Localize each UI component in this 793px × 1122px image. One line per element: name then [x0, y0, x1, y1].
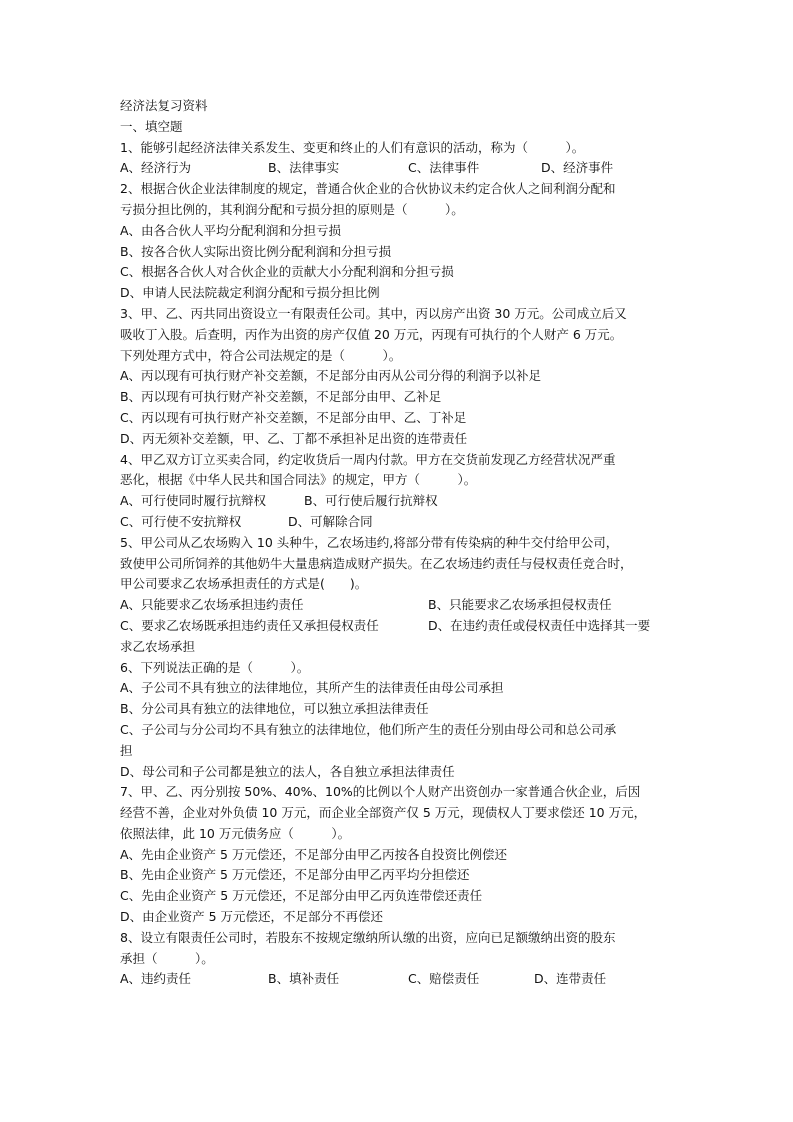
question-8-stem: 8、设立有限责任公司时，若股东不按规定缴纳所认缴的出资，应向已足额缴纳出资的股东: [120, 929, 616, 945]
question-4-options-row: [120, 512, 686, 533]
option-b: B、可行使后履行抗辩权: [304, 493, 438, 509]
option-a: A、只能要求乙农场承担违约责任: [120, 597, 304, 613]
option-b: B、按各合伙人实际出资比例分配利润和分担亏损: [120, 243, 392, 259]
question-5-stem: 致使甲公司所饲养的其他奶牛大量患病造成财产损失。在乙农场违约责任与侵权责任竞合时，: [120, 555, 633, 571]
option-b: B、丙以现有可执行财产补交差额，不足部分由甲、乙补足: [120, 389, 442, 405]
question-5-stem: 5、甲公司从乙农场购入 10 头种牛，乙农场违约,将部分带有传染病的种牛交付给甲公司，: [120, 534, 619, 550]
option-d: D、由企业资产 5 万元偿还，不足部分不再偿还: [120, 909, 384, 925]
question-8-options: [120, 969, 686, 990]
option-b: B、只能要求乙农场承担侵权责任: [428, 597, 612, 613]
document-title: 经济法复习资料: [120, 98, 208, 113]
option-a: A、违约责任: [120, 971, 192, 987]
option-c: C、子公司与分公司均不具有独立的法律地位，他们所产生的责任分别由母公司和总公司承: [120, 721, 617, 737]
option-a: A、经济行为: [120, 160, 192, 176]
option-a: A、先由企业资产 5 万元偿还，不足部分由甲乙丙按各自投资比例偿还: [120, 846, 507, 862]
option-c: C、丙以现有可执行财产补交差额，不足部分由甲、乙、丁补足: [120, 409, 467, 425]
question-5-options-row: [120, 595, 686, 616]
option-c: C、根据各合伙人对合伙企业的贡献大小分配利润和分担亏损: [120, 264, 454, 280]
option-a: A、可行使同时履行抗辩权: [120, 493, 267, 509]
option-d: D、可解除合同: [288, 513, 373, 529]
option-a: A、由各合伙人平均分配利润和分担亏损: [120, 222, 342, 238]
option-d: D、经济事件: [541, 160, 614, 176]
question-7-stem: 经营不善，企业对外负债 10 万元，而企业全部资产仅 5 万元，现债权人丁要求偿还 10 万元，: [120, 805, 647, 821]
option-c-continued: 担: [120, 742, 133, 758]
question-6-stem: 6、下列说法正确的是（ ）。: [120, 659, 310, 675]
option-d: D、母公司和子公司都是独立的法人，各自独立承担法律责任: [120, 763, 455, 779]
option-b: B、分公司具有独立的法律地位，可以独立承担法律责任: [120, 701, 429, 717]
question-1-options: [120, 158, 686, 179]
option-a: A、子公司不具有独立的法律地位，其所产生的法律责任由母公司承担: [120, 680, 504, 696]
question-2-stem: 亏损分担比例的，其利润分配和亏损分担的原则是（ ）。: [120, 201, 464, 217]
option-d: D、在违约责任或侵权责任中选择其一要: [428, 617, 651, 633]
option-c: C、法律事件: [408, 160, 480, 176]
question-7-stem: 依照法律，此 10 万元债务应（ ）。: [120, 825, 351, 841]
option-c: C、先由企业资产 5 万元偿还，不足部分由甲乙丙负连带偿还责任: [120, 888, 483, 904]
question-2-stem: 2、根据合伙企业法律制度的规定，普通合伙企业的合伙协议未约定合伙人之间利润分配和: [120, 181, 616, 197]
option-a: A、丙以现有可执行财产补交差额，不足部分由丙从公司分得的利润予以补足: [120, 368, 542, 384]
question-5-stem: 甲公司要求乙农场承担责任的方式是( )。: [120, 576, 368, 592]
question-4-stem: 4、甲乙双方订立买卖合同，约定收货后一周内付款。甲方在交货前发现乙方经营状况严重: [120, 451, 616, 467]
option-d: D、连带责任: [534, 971, 607, 987]
option-b: B、法律事实: [268, 160, 340, 176]
question-8-stem: 承担（ ）。: [120, 950, 214, 966]
option-d: D、丙无须补交差额，甲、乙、丁都不承担补足出资的连带责任: [120, 430, 468, 446]
section-title: 一、填空题: [120, 118, 183, 134]
option-b: B、填补责任: [268, 971, 340, 987]
question-3-stem: 下列处理方式中，符合公司法规定的是（ ）。: [120, 347, 402, 363]
question-4-options-row: [120, 491, 686, 512]
option-c: C、赔偿责任: [408, 971, 480, 987]
question-5-options-row: [120, 616, 686, 637]
document-page: [120, 96, 686, 990]
question-3-stem: 吸收丁入股。后查明，丙作为出资的房产仅值 20 万元，丙现有可执行的个人财产 6 万元。: [120, 326, 623, 342]
question-1-stem: 1、能够引起经济法律关系发生、变更和终止的人们有意识的活动，称为（ ）。: [120, 139, 585, 155]
option-c: C、要求乙农场既承担违约责任又承担侵权责任: [120, 617, 379, 633]
option-d: D、申请人民法院裁定利润分配和亏损分担比例: [120, 285, 380, 301]
option-d-continued: 求乙农场承担: [120, 638, 196, 654]
question-3-stem: 3、甲、乙、丙共同出资设立一有限责任公司。其中，丙以房产出资 30 万元。公司成立后又: [120, 305, 627, 321]
question-7-stem: 7、甲、乙、丙分别按 50%、40%、10%的比例以个人财产出资创办一家普通合伙企业，后因: [120, 784, 641, 800]
question-4-stem: 恶化，根据《中华人民共和国合同法》的规定，甲方（ ）。: [120, 472, 477, 488]
option-c: C、可行使不安抗辩权: [120, 513, 242, 529]
option-b: B、先由企业资产 5 万元偿还，不足部分由甲乙丙平均分担偿还: [120, 867, 470, 883]
